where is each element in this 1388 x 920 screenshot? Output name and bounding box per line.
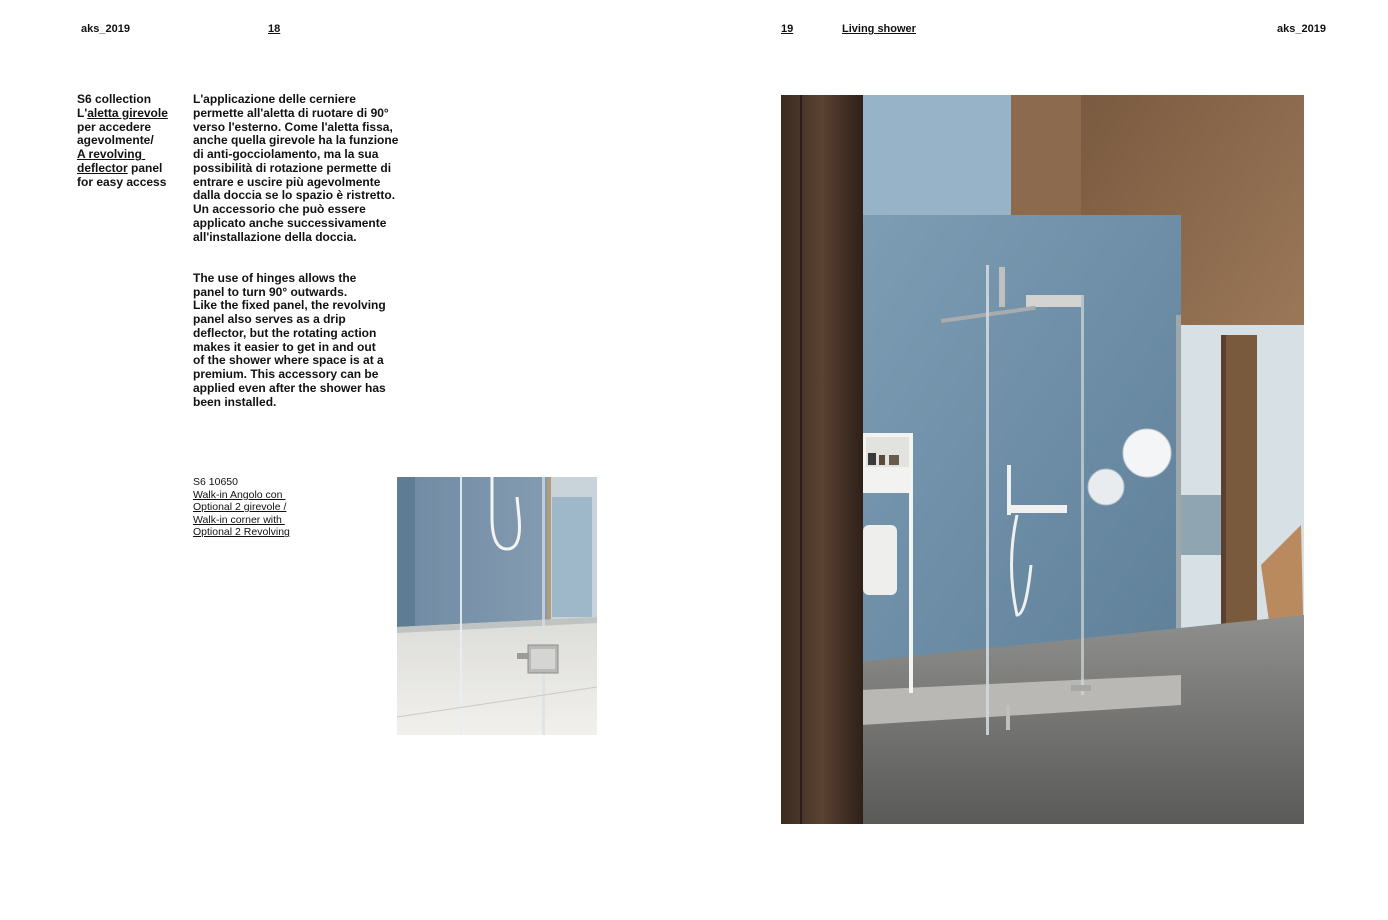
it-line: anche quella girevole ha la funzione	[193, 133, 399, 148]
body-text	[193, 93, 403, 409]
heading-line6	[77, 162, 187, 176]
caption-line[interactable]: Optional 2 Revolving	[193, 526, 290, 539]
page-number-right[interactable]: 19	[781, 23, 794, 35]
heading-prefix: L'	[77, 105, 88, 120]
it-line: Un accessorio che può essere	[193, 202, 366, 216]
it-line: possibilità di rotazione permette di	[193, 160, 392, 175]
it-line: applicato anche successivamente	[193, 215, 387, 230]
heading-line7: for easy access	[77, 174, 167, 189]
en-line: makes it easier to get in and out	[193, 339, 376, 354]
heading-panel: panel	[127, 160, 163, 175]
brand-right: aks_2019	[1277, 23, 1326, 35]
italian-paragraph	[193, 93, 403, 244]
en-line: The use of hinges allows the	[193, 270, 357, 285]
product-caption	[193, 476, 290, 539]
en-line: applied even after the shower has	[193, 380, 386, 395]
brand-left: aks_2019	[81, 23, 130, 35]
caption-line[interactable]: Walk-in Angolo con	[193, 488, 286, 501]
en-line: premium. This accessory can be	[193, 367, 379, 381]
en-line: been installed.	[193, 394, 277, 409]
english-paragraph	[193, 272, 403, 410]
heading-line4: agevolmente/	[77, 133, 154, 148]
it-line: L'applicazione delle cerniere	[193, 92, 356, 106]
caption-line[interactable]: Optional 2 girevole /	[193, 501, 287, 514]
en-line: panel to turn 90° outwards.	[193, 284, 348, 299]
caption-line[interactable]: Walk-in corner with	[193, 513, 285, 526]
product-code: S6 10650	[193, 476, 238, 488]
walk-in-shower-room-photo	[781, 95, 1304, 824]
heading-line2	[77, 107, 187, 121]
it-line: permette all'aletta di ruotare di 90°	[193, 105, 389, 120]
en-line: Like the fixed panel, the revolving	[193, 298, 386, 313]
page-number-left[interactable]: 18	[268, 23, 281, 35]
en-line: of the shower where space is at a	[193, 353, 384, 368]
it-line: di anti-gocciolamento, ma la sua	[193, 147, 379, 161]
heading-line3: per accedere	[77, 119, 152, 134]
revolving-link[interactable]: A revolving	[77, 147, 146, 162]
section-title[interactable]: Living shower	[842, 23, 916, 35]
heading-collection: S6 collection	[77, 92, 152, 106]
side-heading	[77, 93, 187, 190]
aletta-girevole-link[interactable]: aletta girevole	[87, 105, 168, 120]
it-line: entrare e uscire più agevolmente	[193, 174, 381, 189]
shower-hinge-detail-photo	[397, 477, 597, 735]
it-line: all'installazione della doccia.	[193, 229, 357, 244]
it-line: verso l'esterno. Come l'aletta fissa,	[193, 119, 393, 134]
deflector-link[interactable]: deflector	[77, 160, 128, 175]
it-line: dalla doccia se lo spazio è ristretto.	[193, 188, 396, 203]
en-line: deflector, but the rotating action	[193, 325, 377, 340]
en-line: panel also serves as a drip	[193, 312, 346, 326]
